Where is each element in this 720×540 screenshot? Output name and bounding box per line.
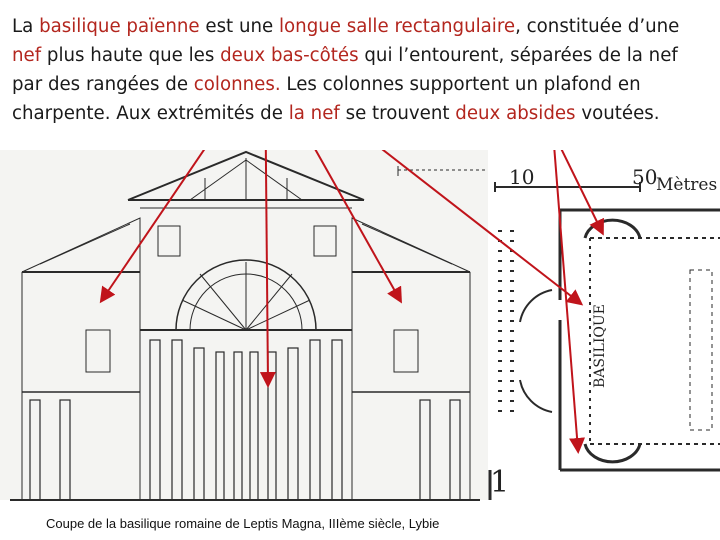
highlight-longue-salle: longue salle rectangulaire <box>279 16 516 37</box>
highlight-bas-cotes: deux bas-côtés <box>220 45 359 66</box>
highlight-deux-absides: deux absides <box>455 103 576 124</box>
highlight-nef: nef <box>12 45 42 66</box>
basilica-figure <box>0 150 720 515</box>
text-run: par des rangées de <box>12 74 194 95</box>
text-run: voutées. <box>575 103 660 124</box>
paragraph-line-4 <box>12 99 718 128</box>
scale-label-10: 10 <box>509 165 535 189</box>
description-paragraph <box>12 12 718 128</box>
plan-label-basilique: BASILIQUE <box>592 304 608 388</box>
text-run: qui l’entourent, séparées de la nef <box>358 45 678 66</box>
text-run: Les colonnes supportent un plafond en <box>280 74 641 95</box>
paragraph-line-3 <box>12 70 718 99</box>
text-run: La <box>12 16 40 37</box>
paragraph-line-2 <box>12 41 718 70</box>
highlight-colonnes: colonnes. <box>193 74 281 95</box>
highlight-basilique-paienne: basilique païenne <box>39 16 200 37</box>
text-run: plus haute que les <box>41 45 221 66</box>
text-run: charpente. Aux extrémités de <box>12 103 289 124</box>
paragraph-line-1 <box>12 12 718 41</box>
scale-label-50: 50 <box>632 165 658 189</box>
highlight-la-nef: la nef <box>288 103 340 124</box>
text-run: se trouvent <box>339 103 456 124</box>
scale-label-one: 1 <box>490 465 510 500</box>
scale-label-unit: Mètres <box>656 175 718 195</box>
cross-section-drawing <box>0 150 490 500</box>
text-run: est une <box>199 16 279 37</box>
text-run: , constituée d’une <box>515 16 680 37</box>
figure-caption: Coupe de la basilique romaine de Leptis Magna, IIIème siècle, Lybie <box>46 516 440 531</box>
